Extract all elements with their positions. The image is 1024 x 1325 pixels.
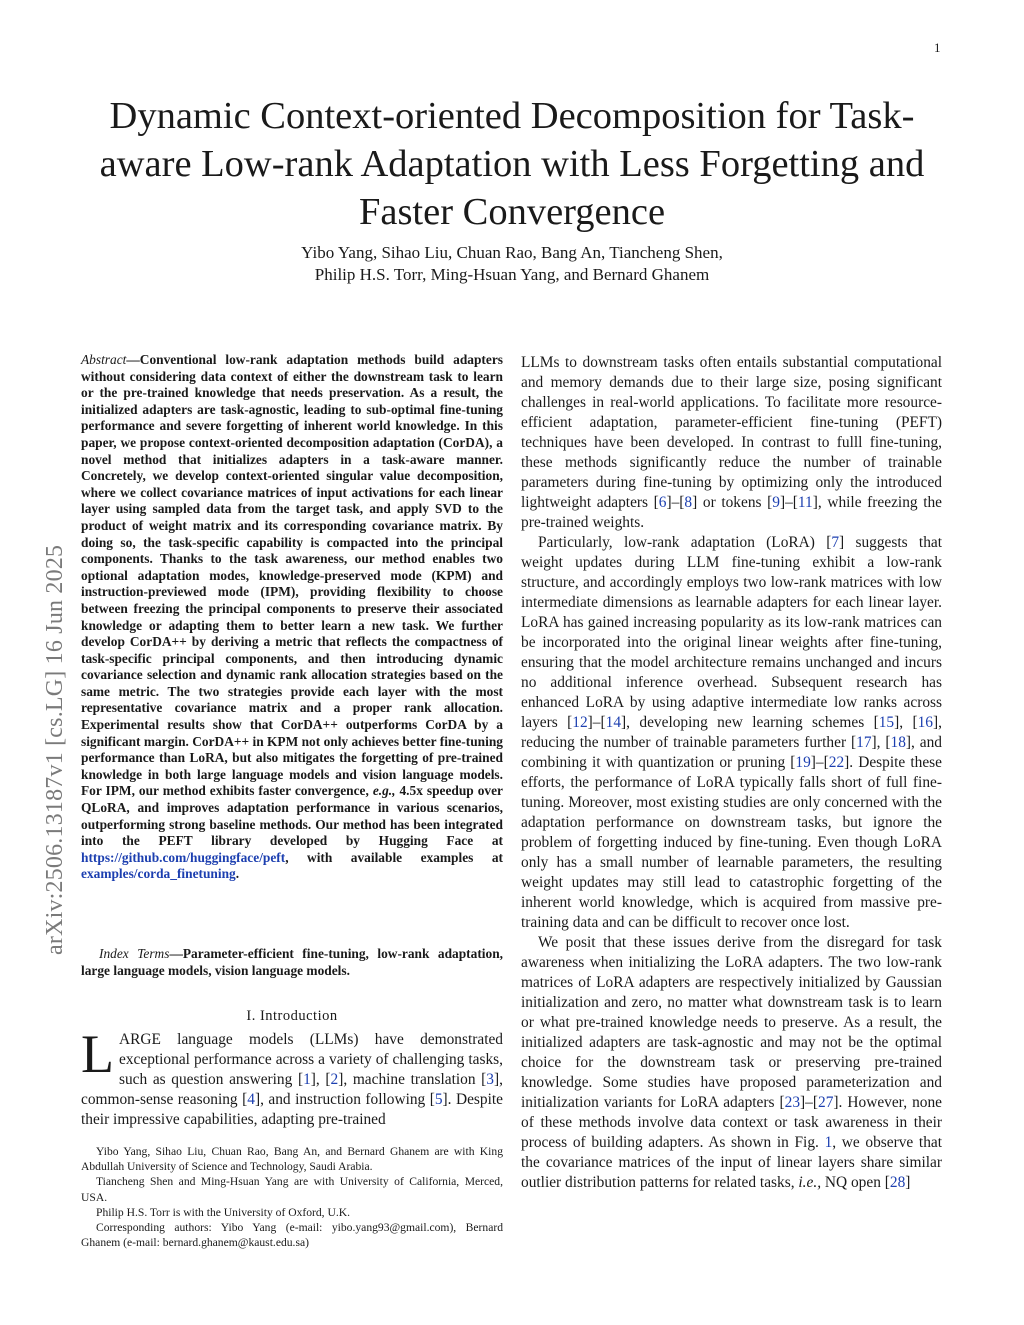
citation-link[interactable]: 7 bbox=[831, 534, 840, 551]
body-text: ]. Despite these efforts, the performance of LoRA typically falls short of full fine-tuning. Moreover, most existing studies are only concerned with the adaptation performance on downstream tasks, but ignore the problem of forgetting induced by fine-tuning. Even though LoRA only has a small number of learnable parameters, the resulting weight updates may still lead to catastrophic forgetting of the inherent world knowledge, which is acquired from massive pre-training data and can be difficult to recover once lost. bbox=[521, 754, 943, 931]
authors-line-1: Yibo Yang, Sihao Liu, Chuan Rao, Bang An, Tiancheng Shen, bbox=[301, 243, 723, 262]
figure-link[interactable]: 1 bbox=[824, 1134, 833, 1151]
citation-link[interactable]: 14 bbox=[605, 714, 622, 731]
author-list bbox=[160, 242, 864, 286]
intro-text: ], common-sense reasoning [ bbox=[81, 1071, 503, 1108]
body-paragraph bbox=[521, 353, 942, 533]
citation-link[interactable]: 16 bbox=[917, 714, 933, 731]
abstract-eg: e.g., bbox=[372, 783, 396, 799]
index-terms bbox=[81, 946, 503, 979]
citation-link[interactable]: 27 bbox=[818, 1094, 834, 1111]
body-text-italic: i.e., bbox=[798, 1174, 822, 1191]
citation-link[interactable]: 28 bbox=[889, 1174, 906, 1191]
abstract-text: 4.5x speedup over QLoRA, and improves adaptation performance in various scenarios, outperforming strong baseline methods. Our method has been integrated into the PEFT library developed by Hugging Face at bbox=[81, 783, 503, 849]
body-text: NQ open [ bbox=[821, 1174, 890, 1191]
abstract bbox=[81, 352, 503, 883]
citation-link[interactable]: 9 bbox=[772, 494, 780, 511]
intro-text: ], [ bbox=[310, 1071, 331, 1088]
body-text: We posit that these issues derive from the disregard for task awareness when initializing the LoRA adapters. The two low-rank matrices of LoRA adapters are respectively initialized by Gaussian initialization and zero, no matter what downstream task is to learn or what pre-trained knowledge needs to preserve. As a result, the initialized adapters are task-agnostic and may not be the optimal choice for the downstream task or preserving pre-trained knowledge. Some studies have proposed parameterization and initialization variants for LoRA adapters [ bbox=[521, 934, 942, 1111]
section-heading-introduction: I. Introduction bbox=[246, 1008, 338, 1024]
body-text: ]–[ bbox=[666, 494, 685, 511]
citation-link[interactable]: 12 bbox=[572, 714, 588, 731]
body-text: ] or tokens [ bbox=[692, 494, 773, 511]
body-text: LLMs to downstream tasks often entails substantial computational and memory demands due to their large size, posing significant challenges in real-world applications. To facilitate more resource-efficient adaptation, parameter-efficient fine-tuning (PEFT) techniques have been developed. In contrast to fulll fine-tuning, these methods significantly reduce the number of trainable parameters during fine-tuning by optimizing only the introduced lightweight adapters [ bbox=[521, 354, 942, 511]
footnote-affiliation-oxford: Philip H.S. Torr is with the University of Oxford, U.K. bbox=[96, 1205, 351, 1219]
body-text: Particularly, low-rank adaptation (LoRA) [ bbox=[538, 534, 832, 551]
authors-line-2: Philip H.S. Torr, Ming-Hsuan Yang, and Bernard Ghanem bbox=[314, 265, 710, 284]
body-text: ]–[ bbox=[587, 714, 606, 731]
body-text: ], developing new learning schemes [ bbox=[621, 714, 879, 731]
citation-link[interactable]: 2 bbox=[330, 1071, 339, 1088]
body-text: ], while freezing the pre-trained weights. bbox=[521, 494, 943, 531]
footnote-corresponding-authors: Corresponding authors: Yibo Yang (e-mail: yibo.yang93@gmail.com), Bernard Ghanem (e-mail: bernard.ghanem@kaust.edu.sa) bbox=[81, 1221, 503, 1250]
body-text: ], reducing the number of trainable parameters further [ bbox=[521, 714, 942, 751]
introduction-paragraph bbox=[81, 1024, 503, 1130]
arxiv-watermark: arXiv:2506.13187v1 [cs.LG] 16 Jun 2025 bbox=[42, 544, 68, 955]
body-text: ]–[ bbox=[810, 754, 829, 771]
body-text: , we observe that the covariance matrices of the input of linear layers share similar outlier distribution patterns for related tasks, bbox=[521, 1134, 943, 1191]
citation-link[interactable]: 18 bbox=[890, 734, 906, 751]
body-paragraph bbox=[521, 933, 942, 1193]
intro-text: ], and instruction following [ bbox=[254, 1091, 435, 1108]
dropcap: L bbox=[81, 1024, 114, 1084]
abstract-label: Abstract bbox=[81, 352, 127, 367]
intro-text: ARGE language models (LLMs) have demonstrated exceptional performance across a variety of challenging tasks, such as question answering [ bbox=[119, 1031, 503, 1088]
intro-text: ]. Despite their impressive capabilities, adapting pre-trained bbox=[81, 1091, 503, 1128]
citation-link[interactable]: 17 bbox=[856, 734, 872, 751]
peft-repo-link[interactable]: https://github.com/huggingface/peft bbox=[81, 849, 286, 865]
citation-link[interactable]: 11 bbox=[797, 494, 813, 511]
citation-link[interactable]: 1 bbox=[303, 1071, 311, 1088]
body-text: ]–[ bbox=[800, 1094, 818, 1111]
body-text: ], and combining it with quantization or pruning [ bbox=[521, 734, 942, 771]
footnote-affiliation-ucmerced: Tiancheng Shen and Ming-Hsuan Yang are with University of California, Merced, USA. bbox=[81, 1175, 503, 1204]
body-text: ] bbox=[905, 1174, 911, 1191]
examples-link[interactable]: examples/corda_finetuning bbox=[81, 866, 236, 882]
right-column-body bbox=[521, 353, 942, 1193]
abstract-text: —Conventional low-rank adaptation methods build adapters without considering data context of either the downstream task to learn or the pre-trained knowledge that needs preservation. As a result, the initialized adapters are task-agnostic, leading to sub-optimal fine-tuning performance and severe forgetting of inherent world knowledge. In this paper, we propose context-oriented decomposition adaptation (CorDA), a novel method that initializes adapters in a task-aware manner. Concretely, we develop context-oriented singular value decomposition, where we collect covariance matrices of input activations for each linear layer using sampled data from the target task, and apply SVD to the product of weight matrix and its corresponding covariance matrix. By doing so, the task-specific capability is compacted into the principal components. Thanks to the task awareness, our method enables two optional adaptation modes, knowledge-preserved mode (KPM) and instruction-previewed mode (IPM), providing flexibility to choose between freezing the principal components to preserve their associated knowledge or adapting them to better learn a new task. We further develop CorDA++ by deriving a metric that reflects the compactness of task-specific principal components, and then introducing dynamic covariance selection and dynamic rank allocation strategies based on the same metric. The two strategies provide each layer with the most representative covariance matrix and a proper rank allocation. Experimental results show that CorDA++ outperforms CorDA by a significant margin. CorDA++ in KPM not only achieves better fine-tuning performance than LoRA, but also mitigates the forgetting of pre-trained knowledge in both large language models and vision language models. For IPM, our method exhibits faster convergence, bbox=[81, 352, 503, 799]
citation-link[interactable]: 19 bbox=[795, 754, 811, 771]
citation-link[interactable]: 3 bbox=[486, 1071, 494, 1088]
index-terms-label: Index Terms bbox=[99, 946, 170, 961]
body-text: ], [ bbox=[871, 734, 891, 751]
body-text: ]. However, none of these methods involve data context or task awareness in their process of building adapters. As shown in Fig. bbox=[521, 1094, 942, 1151]
citation-link[interactable]: 6 bbox=[658, 494, 667, 511]
citation-link[interactable]: 23 bbox=[784, 1094, 801, 1111]
page-number: 1 bbox=[934, 40, 941, 55]
citation-link[interactable]: 8 bbox=[684, 494, 693, 511]
intro-text: ], machine translation [ bbox=[338, 1071, 487, 1088]
body-text: ]–[ bbox=[779, 494, 798, 511]
citation-link[interactable]: 22 bbox=[828, 754, 845, 771]
body-text: ] suggests that weight updates during LLM fine-tuning exhibit a low-rank structure, and accordingly employs two low-rank matrices with low intermediate dimensions as learnable adapters for each linear layer. LoRA has gained increasing popularity as its low-rank matrices can be incorporated into the original linear weights after fine-tuning, ensuring that the model architecture remains unchanged and incurs no additional inference overhead. Subsequent research has enhanced LoRA by using adaptive intermediate low ranks across layers [ bbox=[521, 534, 942, 731]
citation-link[interactable]: 4 bbox=[247, 1091, 255, 1108]
abstract-text: . bbox=[235, 866, 240, 882]
body-text: ], [ bbox=[894, 714, 918, 731]
footnote-affiliation-kaust: Yibo Yang, Sihao Liu, Chuan Rao, Bang An, and Bernard Ghanem are with King Abdullah University of Science and Technology, Saudi Arabia. bbox=[81, 1145, 503, 1174]
abstract-text: , with available examples at bbox=[285, 849, 503, 865]
index-terms-text: —Parameter-efficient fine-tuning, low-rank adaptation, large language models, vision language models. bbox=[81, 946, 503, 978]
footnotes bbox=[81, 1144, 503, 1250]
paper-title: Dynamic Context-oriented Decomposition for Task-aware Low-rank Adaptation with Less Forgetting and Faster Convergence bbox=[99, 95, 925, 233]
citation-link[interactable]: 15 bbox=[878, 714, 895, 731]
citation-link[interactable]: 5 bbox=[434, 1091, 443, 1108]
body-paragraph bbox=[521, 533, 942, 933]
